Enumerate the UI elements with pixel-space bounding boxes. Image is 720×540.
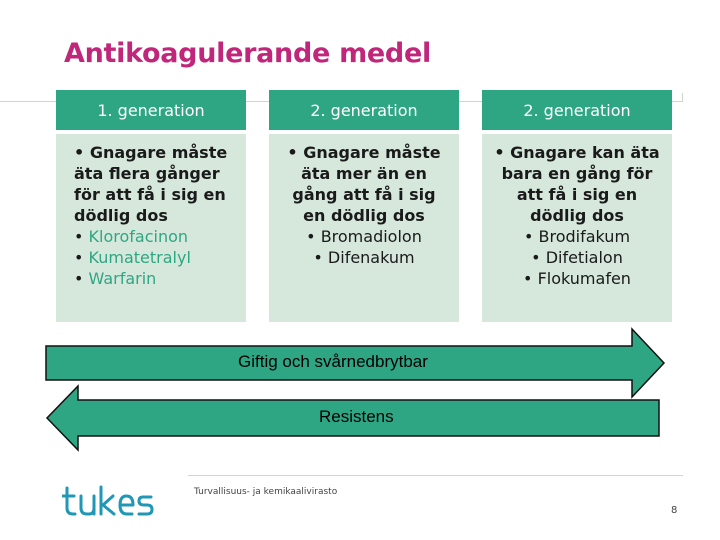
product-item: • Difenakum bbox=[313, 248, 415, 267]
footer-divider bbox=[188, 475, 683, 476]
product-item: • Difetialon bbox=[531, 248, 623, 267]
column-heading: 1. generation bbox=[56, 90, 246, 130]
column-heading: 2. generation bbox=[269, 90, 459, 130]
product-item: • Kumatetralyl bbox=[74, 248, 191, 267]
tukes-logo bbox=[62, 484, 162, 518]
product-name: Klorofacinon bbox=[88, 227, 189, 246]
product-item: • Bromadiolon bbox=[306, 227, 422, 246]
footer-text: Turvallisuus- ja kemikaalivirasto bbox=[194, 487, 338, 497]
description-item: • Gnagare måste äta mer än en gång att få i sig en dödlig dos bbox=[287, 143, 441, 225]
description-item: • Gnagare kan äta bara en gång för att få i sig en dödlig dos bbox=[494, 143, 660, 225]
description-item: • Gnagare måste äta flera gånger för att få i sig en dödlig dos bbox=[74, 143, 228, 225]
product-name: Difetialon bbox=[545, 248, 623, 267]
product-name: Warfarin bbox=[88, 269, 157, 288]
product-item: • Brodifakum bbox=[523, 227, 631, 246]
description-text: Gnagare kan äta bara en gång för att få i sig en dödlig dos bbox=[501, 143, 660, 225]
product-name: Flokumafen bbox=[537, 269, 631, 288]
product-name: Kumatetralyl bbox=[88, 248, 191, 267]
product-item: • Klorofacinon bbox=[74, 227, 189, 246]
product-item: • Warfarin bbox=[74, 269, 157, 288]
page-number: 8 bbox=[671, 505, 678, 516]
product-name: Bromadiolon bbox=[320, 227, 422, 246]
product-name: Difenakum bbox=[327, 248, 415, 267]
description-text: Gnagare måste äta mer än en gång att få i sig en dödlig dos bbox=[292, 143, 441, 225]
column-heading: 2. generation bbox=[482, 90, 672, 130]
product-name: Brodifakum bbox=[538, 227, 631, 246]
slide-title: Antikoagulerande medel bbox=[64, 38, 431, 69]
arrow-right-label: Giftig och svårnedbrytbar bbox=[238, 352, 428, 371]
product-item: • Flokumafen bbox=[523, 269, 631, 288]
arrow-left-label: Resistens bbox=[319, 407, 394, 426]
description-text: Gnagare måste äta flera gånger för att få i sig en dödlig dos bbox=[74, 143, 228, 225]
